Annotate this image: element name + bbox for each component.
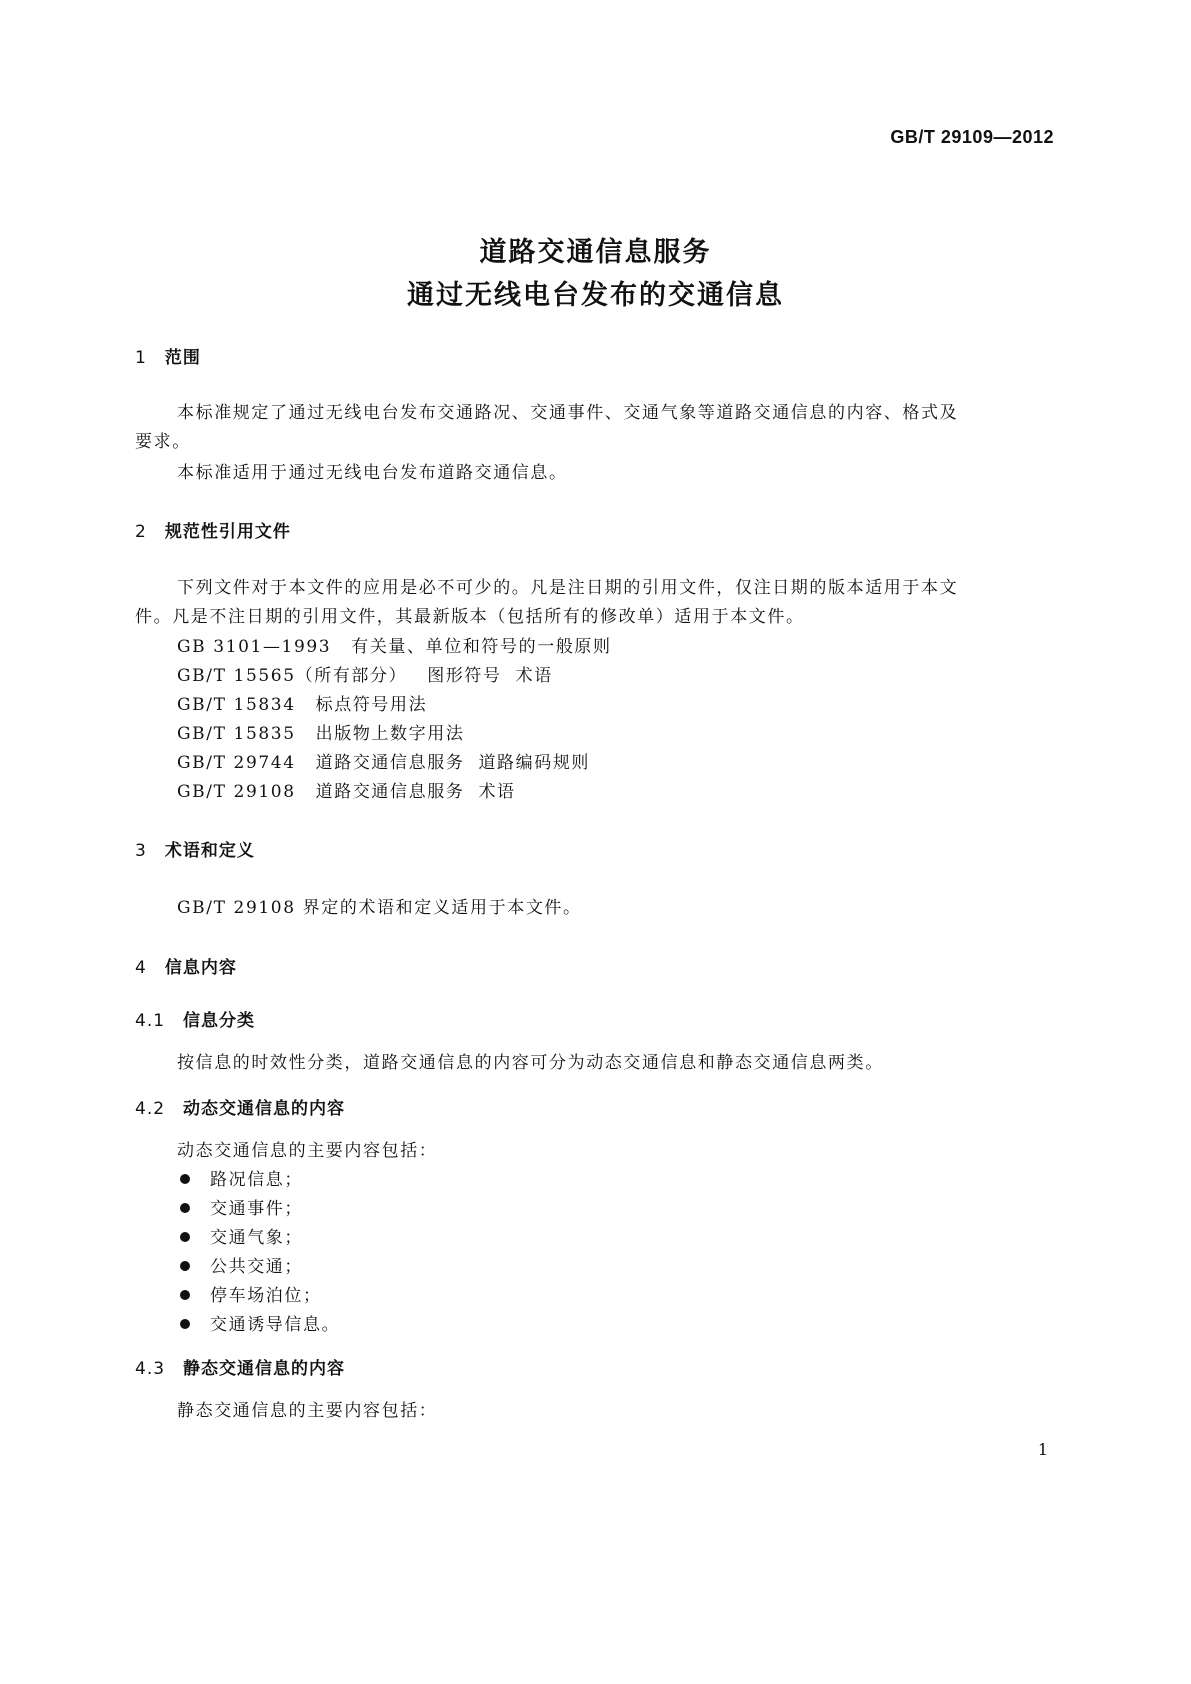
reference-code: GB/T 29108 xyxy=(177,782,296,802)
section-2-paragraph-line-1: 下列文件对于本文件的应用是必不可少的。凡是注日期的引用文件，仅注日期的版本适用于本文 xyxy=(177,578,959,598)
section-number: 3 xyxy=(135,841,147,861)
section-number: 4 xyxy=(135,958,147,978)
reference-title: 标点符号用法 xyxy=(315,695,428,715)
reference-subtitle: 术语 xyxy=(478,782,516,802)
reference-item xyxy=(177,719,464,744)
bullet-icon xyxy=(180,1174,190,1184)
section-title: 范围 xyxy=(164,348,201,368)
section-4-2-intro: 动态交通信息的主要内容包括： xyxy=(177,1141,438,1161)
reference-subtitle: 道路编码规则 xyxy=(478,753,591,773)
document-title-line2: 通过无线电台发布的交通信息 xyxy=(407,280,784,311)
section-2-heading xyxy=(135,517,291,542)
reference-item xyxy=(177,690,427,715)
page-number: 1 xyxy=(1037,1440,1048,1459)
section-1-paragraph-2: 本标准适用于通过无线电台发布道路交通信息。 xyxy=(177,463,568,483)
section-4-heading xyxy=(135,953,237,978)
document-title-line1: 道路交通信息服务 xyxy=(479,237,712,268)
standard-code: GB/T 29109—2012 xyxy=(890,127,1054,147)
section-4-1-heading xyxy=(135,1006,255,1031)
section-title: 动态交通信息的内容 xyxy=(183,1099,346,1119)
section-4-3-intro: 静态交通信息的主要内容包括： xyxy=(177,1401,438,1421)
list-item: 交通气象； xyxy=(180,1223,303,1248)
list-item: 停车场泊位； xyxy=(180,1281,322,1306)
section-number: 4.2 xyxy=(135,1099,166,1119)
reference-code: GB/T 29744 xyxy=(177,753,296,773)
reference-subtitle: 术语 xyxy=(515,666,553,686)
section-number: 1 xyxy=(135,348,147,368)
reference-title: 有关量、单位和符号的一般原则 xyxy=(351,637,612,657)
reference-item xyxy=(177,632,612,657)
list-item: 公共交通； xyxy=(180,1252,303,1277)
reference-code: GB 3101—1993 xyxy=(177,637,332,657)
reference-title: 道路交通信息服务 xyxy=(315,753,465,773)
section-3-paragraph: GB/T 29108 界定的术语和定义适用于本文件。 xyxy=(177,898,582,918)
section-1-paragraph-1-line-2: 要求。 xyxy=(135,432,191,452)
section-number: 2 xyxy=(135,522,147,542)
section-number: 4.3 xyxy=(135,1359,166,1379)
bullet-icon xyxy=(180,1261,190,1271)
section-3-heading xyxy=(135,836,255,861)
reference-title: 出版物上数字用法 xyxy=(315,724,465,744)
section-1-paragraph-1-line-1: 本标准规定了通过无线电台发布交通路况、交通事件、交通气象等道路交通信息的内容、格式及 xyxy=(177,403,959,423)
section-title: 静态交通信息的内容 xyxy=(183,1359,346,1379)
section-4-3-heading xyxy=(135,1354,345,1379)
section-number: 4.1 xyxy=(135,1011,166,1031)
reference-title: 道路交通信息服务 xyxy=(315,782,465,802)
reference-code: GB/T 15565（所有部分） xyxy=(177,666,408,686)
bullet-icon xyxy=(180,1232,190,1242)
section-4-2-heading xyxy=(135,1094,345,1119)
list-item: 交通诱导信息。 xyxy=(180,1310,340,1335)
list-item: 交通事件； xyxy=(180,1194,303,1219)
bullet-icon xyxy=(180,1203,190,1213)
section-title: 规范性引用文件 xyxy=(164,522,291,542)
section-4-1-paragraph: 按信息的时效性分类，道路交通信息的内容可分为动态交通信息和静态交通信息两类。 xyxy=(177,1053,884,1073)
section-1-heading xyxy=(135,343,201,368)
reference-code: GB/T 15835 xyxy=(177,724,296,744)
section-title: 信息内容 xyxy=(164,958,237,978)
reference-item xyxy=(177,661,553,686)
bullet-icon xyxy=(180,1290,190,1300)
section-title: 信息分类 xyxy=(183,1011,256,1031)
list-item: 路况信息； xyxy=(180,1165,303,1190)
reference-title: 图形符号 xyxy=(427,666,502,686)
reference-item xyxy=(177,748,590,773)
reference-code: GB/T 15834 xyxy=(177,695,296,715)
section-title: 术语和定义 xyxy=(164,841,255,861)
section-2-paragraph-line-2: 件。凡是不注日期的引用文件，其最新版本（包括所有的修改单）适用于本文件。 xyxy=(135,607,805,627)
bullet-icon xyxy=(180,1319,190,1329)
reference-item xyxy=(177,777,516,802)
